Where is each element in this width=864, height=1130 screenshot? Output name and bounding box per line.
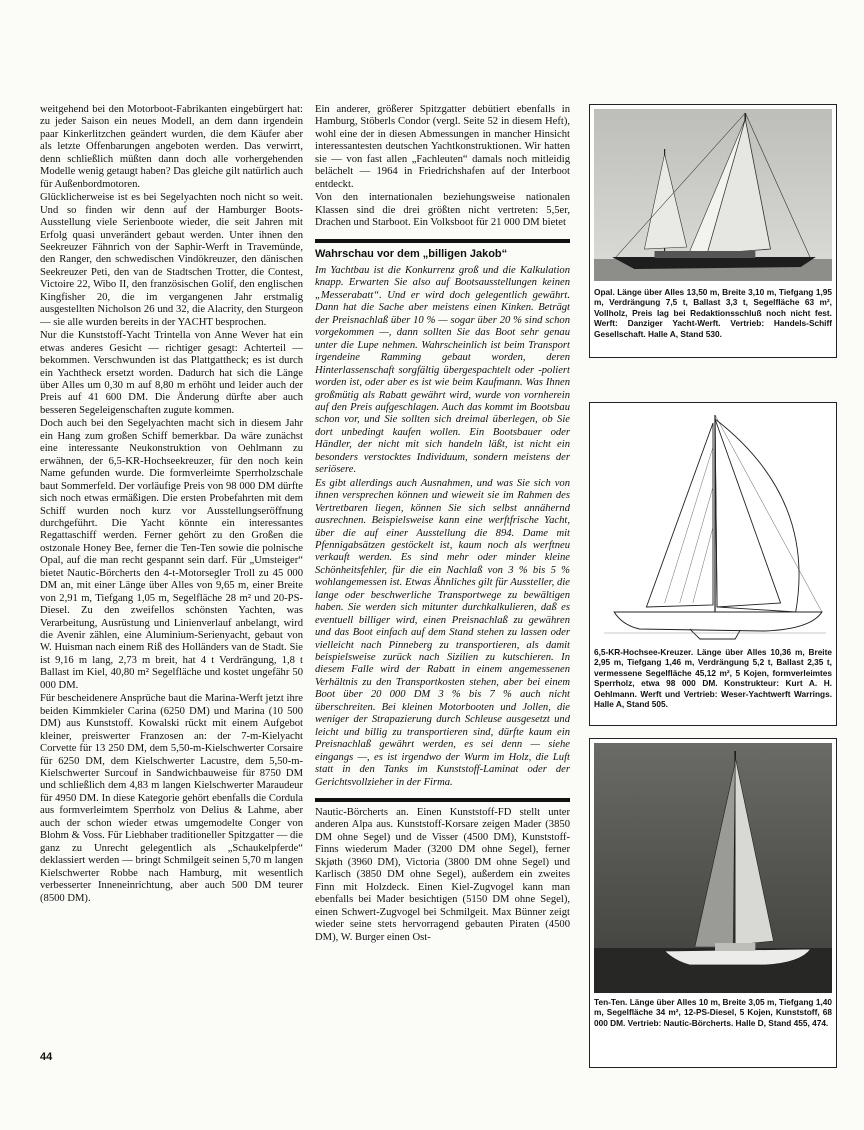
paragraph: Von den internationalen beziehungsweise nationalen Klassen sind die drei größten nicht vertreten: 5,5er, Drachen und Starboot. Ein Volksboot für 21 000 DM bietet <box>315 192 570 229</box>
paragraph: Ein anderer, größerer Spitzgatter debütiert ebenfalls in Hamburg, Stöberls Condor (vergl. Seite 52 in diesem Heft), wohl eine der in diesen Abmessungen in mancher Hinsicht interessantesten deutschen Yachtkonstruktionen. Wir hatten sie — von fast allen „Fachleuten“ damals noch mitleidig belächelt — 1964 in Friedrichshafen auf der Interboot entdeckt. <box>315 104 570 190</box>
paragraph: Im Yachtbau ist die Konkurrenz groß und die Kalkulation knapp. Erwarten Sie also auf Bootsausstellungen keinen „Messerabatt“. Und er wird doch gelegentlich gewährt. Dann hat die Sache aber meistens einen Kinken. Beträgt der Preisnachlaß über 10 % — sogar über 20 % sind schon vorgekommen —, dann sollten Sie das Boot sehr genau unter die Lupe nehmen. Wahrscheinlich ist beim Transport irgendeine Ramming gebaut worden, deren Hinterlassenschaft sorgfältig übergespachtelt oder -poliert worden ist, oder aber es ist wie beim Kaufmann. Was Ihnen großmütig als Rabatt gewährt wird, wurde von vornherein auf den Preis aufgeschlagen. Auch das kommt im Bootsbau schon vor, und Sie sollten sich dreimal überlegen, ob Sie dort unbedingt kaufen wollen. Ein Bootsbauer oder Händler, der nicht mit sich handeln läßt, ist nicht ein besonders verstocktes Individuum, sondern meistens der seriösere. <box>315 264 570 476</box>
paragraph: Nur die Kunststoff-Yacht Trintella von Anne Wever hat ein etwas anderes Gesicht — richtiger gesagt: Achterteil — bekommen. Verschwunden ist das Plattgattheck; es ist durch ein Yachtheck ersetzt worden. Dadurch hat sich die Länge über Alles um 0,30 m auf 8,80 m erhöht und leider auch der Preis auf 41 600 DM. Die Änderung dürfte aber auch besseren Segeleigenschaften zugute kommen. <box>40 330 303 416</box>
article-column-middle <box>315 104 570 945</box>
section-rule <box>315 239 570 243</box>
yacht-photo-ten-ten <box>594 743 832 993</box>
paragraph: Es gibt allerdings auch Ausnahmen, und was Sie sich von ihnen versprechen können und wieweit sie im Rahmen des Vertretbaren liegen, können Sie sich selbst annähernd ausrechnen. Beispielsweise kann eine werftfrische Yacht, über die auf einer Ausstellung die 894. Dame mit Pfennigabsätzen gestöckelt ist, kaum noch als werftneu verkauft werden. Es sind mehr oder minder kleine Schönheitsfehler, für die ein Nachlaß von 3 % bis 5 % wohlangemessen ist. Etwas Ähnliches gilt für Aussteller, die lange oder beschwerliche Transportwege zu bewältigen haben. Sie werden sich mitunter durchkalkulieren, daß es eventuell billiger wird, einen Preisnachlaß zu gewähren und das Boot einfach auf dem Stand stehen zu lassen oder vielleicht nach Pinneberg zu transportieren, als damit beispielsweise zurück nach Sizilien zu kutschieren. In diesem Falle wird der Rabatt in einem angemessenen Verhältnis zu den Transportkosten stehen, aber bei einem Boot über 20 000 DM 3 % bis 7 % auch nicht überschreiten. Bei kleinen Motorbooten und Jollen, die weniger der Strapazierung durch Schleuse ausgesetzt und leicht und billig zu transportieren sind, dürfte kaum ein Preisnachlaß gewährt werden, es sei denn — siehe eingangs —, es ist irgendwo der Wurm im Holz, die Luft statt in den Tanks im Kunststoff-Laminat oder der Gerichtsvollzieher in der Firma. <box>315 477 570 788</box>
figure-ten-ten <box>589 738 837 1068</box>
box-heading: Wahrschau vor dem „billigen Jakob“ <box>315 247 508 260</box>
paragraph: Nautic-Börcherts an. Einen Kunststoff-FD stellt unter anderen Alpa aus. Kunststoff-Korsare zeigen Mader (3850 DM ohne Segel) und de Visser (4500 DM), Kunststoff-Finns wiederum Mader (3200 DM ohne Segel), ferner Skjøth (3960 DM), Victoria (3800 DM ohne Segel) und Karlisch (3850 DM ohne Segel), außerdem ein zweites Finn mit Holzdeck. Einen Kiel-Zugvogel kann man ebenfalls bei Mader besichtigen (5150 DM ohne Segel), einen Schwert-Zugvogel bei Schmilgeit. Max Bünner zeigt wieder seine stets hervorragend gebauten Piraten (4500 DM), W. Burger einen Ost- <box>315 807 570 943</box>
paragraph: Für bescheidenere Ansprüche baut die Marina-Werft jetzt ihre beiden Kimmkieler Carina (6250 DM) und Marina (10 500 DM) aus Kunststoff. Kowalski rückt mit einem Aufgebot kleiner, preiswerter Franzosen an: der 7-m-Kielyacht Corvette für 13 250 DM, dem 5,50-m-Kielschwerter Corsaire für 6250 DM, dem Kielschwerter Lacustre, dem 5,50-m-Kielschwerter Surcouf in Sandwichbauweise für 8750 DM und schließlich dem 4,83 m langen Kielschwerter Maraudeur für 4950 DM. In diese Kategorie gehört ebenfalls die Cordula aus formverleimtem Sperrholz von Delius & Lahme, aber auch der schon wieder etwas umgemodelte Conger von Blohm & Voss. Für Liebhaber traditioneller Spitzgatter — die ganz zu Unrecht gelegentlich als „Schaukelpferde“ deklassiert werden — bringt Schmilgeit seinen 5,70 m langen Kielschwerter Robbe nach Hamburg, mit wesentlich verbesserter Inneneinrichtung, aber auch 500 DM teurer (8500 DM). <box>40 693 303 904</box>
warning-box <box>315 265 570 789</box>
paragraph: weitgehend bei den Motorboot-Fabrikanten eingebürgert hat: zu jeder Saison ein neues Modell, an dem dann irgendein paar Kinkerlitzchen geändert wurden, die dem Käufer aber als letzte Offenbarungen angeboten werden. Das verwirrt, denn schließlich müßten dann doch alle vorhergehenden Modelle wenig getaugt haben? Das gleiche gilt natürlich auch für Außenbordmotoren. <box>40 104 303 190</box>
page-number: 44 <box>40 1051 53 1063</box>
sail-plan-drawing <box>594 407 832 643</box>
figure-caption: Opal. Länge über Alles 13,50 m, Breite 3,10 m, Tiefgang 1,95 m, Verdrängung 7,5 t, Ballast 3,3 t, Segelfläche 63 m², Vollholz, Preis lag bei Redaktionsschluß noch nicht fest. Werft: Danziger Yacht-Werft. Vertrieb: Handels-Schiff Gesellschaft. Halle A, Stand 530. <box>594 287 832 339</box>
figure-caption: 6,5-KR-Hochsee-Kreuzer. Länge über Alles 10,36 m, Breite 2,95 m, Tiefgang 1,46 m, Verdrängung 5,2 t, Ballast 2,35 t, vermessene Segelfläche 45,12 m², 5 Kojen, formverleimtes Sperrholz, etwa 98 000 DM. Konstrukteur: Kurt A. H. Oehlmann. Werft und Vertrieb: Weser-Yachtwerft Warrings. Halle A, Stand 505. <box>594 647 832 710</box>
paragraph: Glücklicherweise ist es bei Segelyachten noch nicht so weit. Und so finden wir denn auf der Hamburger Boots-Ausstellung viele Serienboote wieder, die seit Jahren mit Erfolg quasi unverändert gebaut werden. Unter ihnen den Seekreuzer Fähnrich von der Saphir-Werft in Travemünde, den Ranger, den schwedischen Vindökreuzer, den dänischen Seekreuzer Peti, den van de Stadtschen Trotter, die Contest, Victoire 22, Wibo II, den französischen Golif, den englischen Kingfisher 20, die im vergangenen Jahr erstmalig ausgestellten Nicholson 26 und 32, die Alacrity, den Sturgeon — sie alle wurden bereits in der YACHT besprochen. <box>40 192 303 328</box>
section-rule <box>315 798 570 802</box>
article-column-left <box>40 104 303 906</box>
sailboat-image <box>594 109 832 281</box>
figure-hochseekreuzer <box>589 402 837 726</box>
figure-opal <box>589 104 837 358</box>
yacht-drawing-hochseekreuzer <box>594 407 832 643</box>
sailboat-image <box>594 743 832 993</box>
paragraph: Doch auch bei den Segelyachten macht sich in diesem Jahr ein Hang zum großen Schiff bemerkbar. Da wäre zunächst eine interessante Neukonstruktion von Oehlmann zu erwähnen, der 6,5-KR-Hochseekreuzer, für den noch kein Name gefunden wurde. Die formverleimte Sperrholzschale baut Sommerfeld. Der vorläufige Preis von 98 000 DM dürfte sich noch etwas ermäßigen. Die ersten Probefahrten mit dem Schiff wurden noch kurz vor Ausstellungseröffnung durchgeführt. Die Yacht könnte ein interessantes Regattaschiff werden. Ferner gehört zu den Großen die ostzonale Honey Bee, ferner die Ten-Ten sowie die polnische Opal, auf die man recht gespannt sein darf. Für „Umsteiger“ bietet Nautic-Börcherts den 4-t-Motorsegler Troll zu 45 000 DM an, mit einer Länge über Alles von 9,65 m, einer Breite von 2,91 m, Tiefgang 1,05 m, Segelfläche 28 m² und 20-PS-Diesel. Zu den zweifellos schönsten Yachten, was Verarbeitung, Ausrüstung und Linienverlauf anbelangt, wird die Avenir zählen, eine Aluminium-Serienyacht, gebaut von W. Huisman nach einem Riß des Holländers van de Stadt. Sie ist 9,16 m lang, 2,73 m breit, hat 4 t Verdrängung, 1,8 t Ballast im Kiel, 40,80 m² Segelfläche und kostet ungefähr 50 000 DM. <box>40 418 303 691</box>
yacht-photo-opal <box>594 109 832 281</box>
figure-caption: Ten-Ten. Länge über Alles 10 m, Breite 3,05 m, Tiefgang 1,40 m, Segelfläche 34 m², 12-PS-Diesel, 5 Kojen, Kunststoff, 68 000 DM. Vertrieb: Nautic-Börcherts. Halle D, Stand 455, 474. <box>594 997 832 1028</box>
